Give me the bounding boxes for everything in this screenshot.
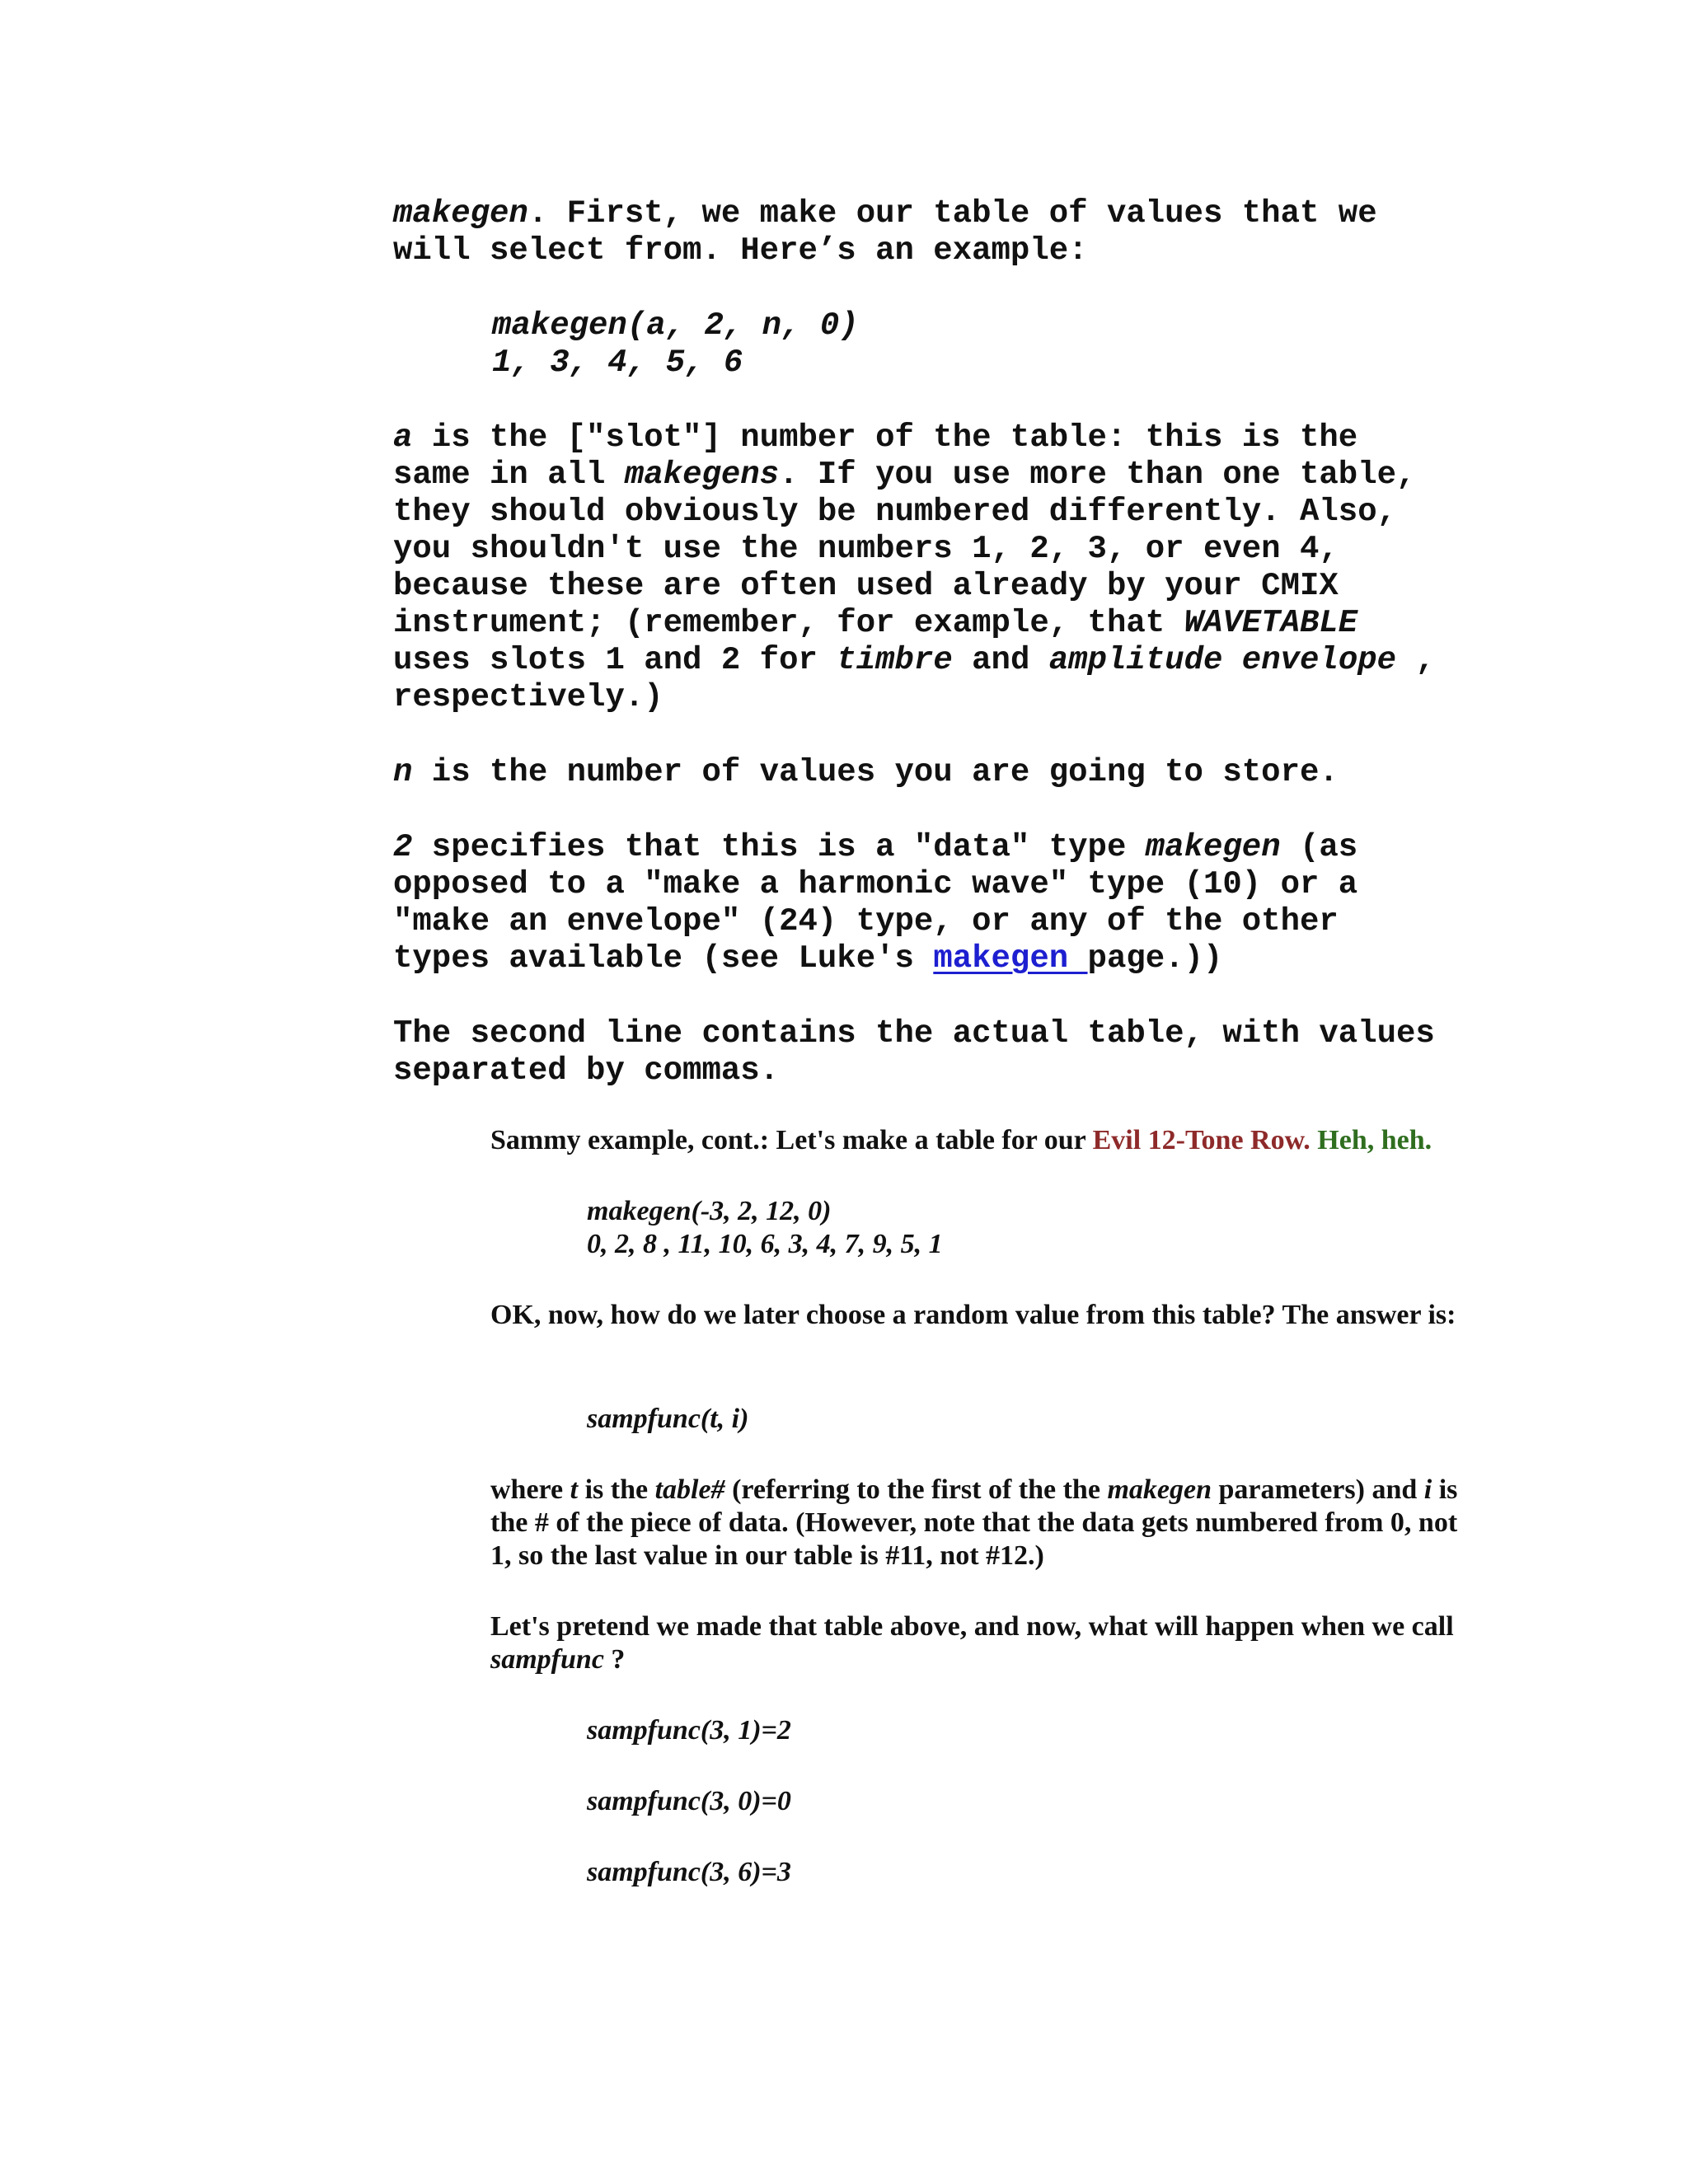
intro-line-2: will select from. Here’s an example: bbox=[393, 232, 1088, 269]
sammy-code-line-2: 0, 2, 8 , 11, 10, 6, 3, 4, 7, 9, 5, 1 bbox=[587, 1229, 943, 1259]
para-second-line-2: separated by commas. bbox=[393, 1052, 780, 1089]
para-n: n is the number of values you are going to store. bbox=[393, 754, 1339, 790]
makegen-term: makegen bbox=[393, 195, 528, 232]
result-1: sampfunc(3, 1)=2 bbox=[587, 1715, 791, 1746]
sammy-heading: Sammy example, cont.: Let's make a table for our Evil 12-Tone Row. Heh, heh. bbox=[490, 1125, 1432, 1155]
para-2-line-4: types available (see Luke's makegen page.)) bbox=[393, 940, 1223, 977]
example-code-line-2: 1, 3, 4, 5, 6 bbox=[492, 344, 743, 381]
para-a-line-4: you shouldn't use the numbers 1, 2, 3, or even 4, bbox=[393, 531, 1339, 567]
para-a-line-2: same in all makegens. If you use more than one table, bbox=[393, 457, 1416, 493]
para-a-line-1: a is the ["slot"] number of the table: this is the bbox=[393, 419, 1358, 456]
para-a-line-5: because these are often used already by your CMIX bbox=[393, 568, 1339, 604]
evil-row-text: Evil 12-Tone Row. bbox=[1092, 1125, 1311, 1155]
heh-text: Heh, heh. bbox=[1317, 1125, 1432, 1155]
para-a-line-3: they should obviously be numbered differently. Also, bbox=[393, 494, 1396, 530]
para-a-line-6: instrument; (remember, for example, that WAVETABLE bbox=[393, 605, 1358, 641]
result-3: sampfunc(3, 6)=3 bbox=[587, 1857, 791, 1887]
para-2-line-1: 2 specifies that this is a "data" type makegen (as bbox=[393, 829, 1358, 865]
intro-line-1: makegen. First, we make our table of values that we bbox=[393, 195, 1377, 232]
sammy-code-line-1: makegen(-3, 2, 12, 0) bbox=[587, 1196, 832, 1226]
example-code-line-1: makegen(a, 2, n, 0) bbox=[492, 307, 859, 344]
sampfunc-signature: sampfunc(t, i) bbox=[587, 1404, 749, 1434]
para-2-line-2: opposed to a "make a harmonic wave" type (10) or a bbox=[393, 866, 1358, 902]
para-a-line-7: uses slots 1 and 2 for timbre and amplitude envelope , bbox=[393, 642, 1435, 678]
para-a-line-8: respectively.) bbox=[393, 679, 663, 715]
result-2: sampfunc(3, 0)=0 bbox=[587, 1786, 791, 1816]
where-paragraph: where t is the table# (referring to the first of the the makegen parameters) and i is the # of the piece of data. (However, note that the data gets numbered from 0, not 1, so the last value in our table is #11, not #12.) bbox=[490, 1474, 1458, 1571]
para-second-line-1: The second line contains the actual table, with values bbox=[393, 1015, 1435, 1052]
makegen-page-link[interactable]: makegen bbox=[933, 940, 1088, 977]
para-2-line-3: "make an envelope" (24) type, or any of the other bbox=[393, 903, 1339, 940]
pretend-paragraph: Let's pretend we made that table above, and now, what will happen when we call sampfunc ? bbox=[490, 1611, 1454, 1675]
ok-paragraph: OK, now, how do we later choose a random value from this table? The answer is: bbox=[490, 1300, 1456, 1330]
